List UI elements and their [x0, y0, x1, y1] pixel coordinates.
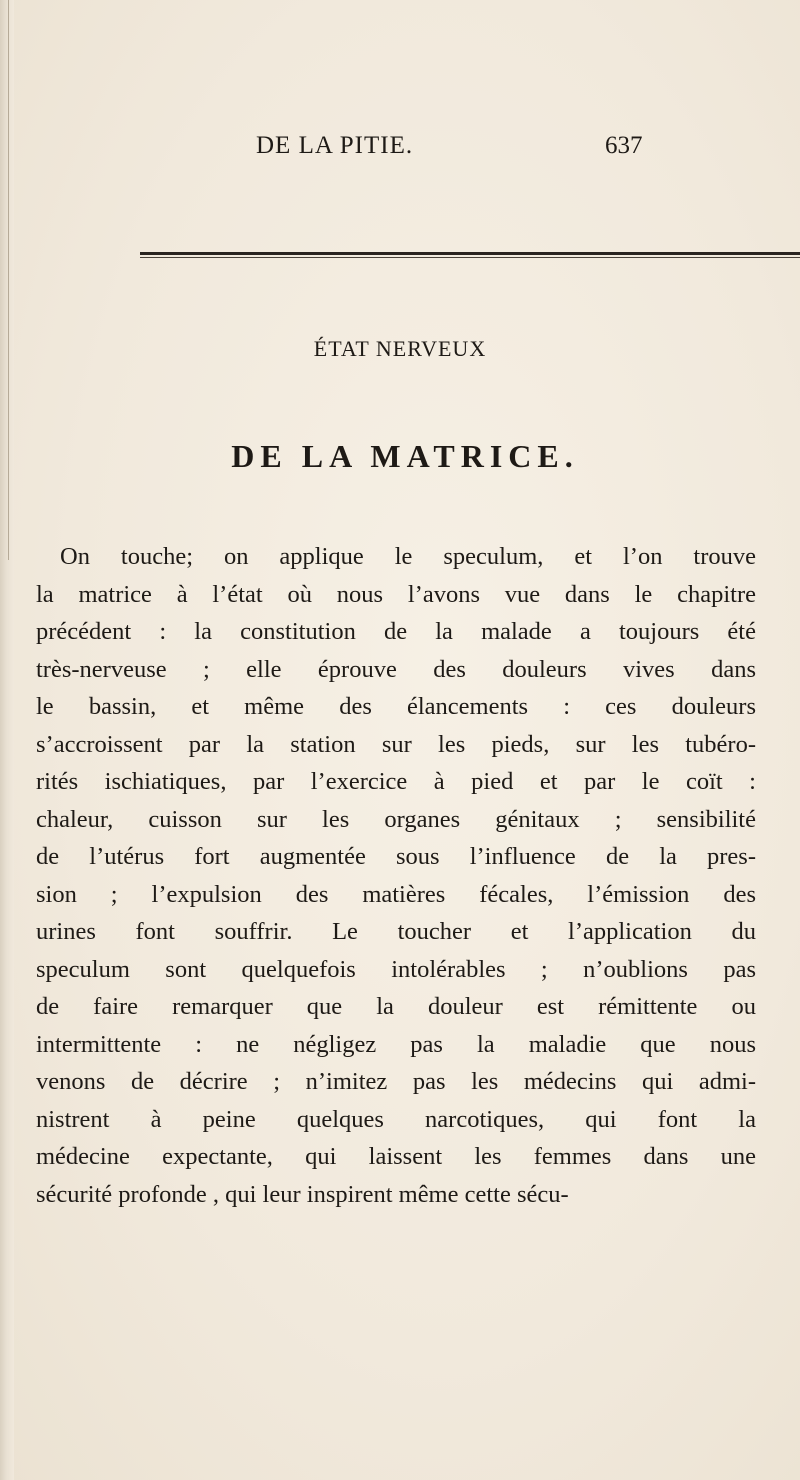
body-text: [36, 538, 756, 1213]
header-rule-thick: [140, 252, 800, 255]
text-line: nistrent à peine quelques narcotiques, qui font la: [36, 1105, 756, 1133]
text-line: urines font souffrir. Le toucher et l’application du: [36, 918, 756, 945]
text-line: le bassin, et même des élancements : ces douleurs: [36, 693, 756, 720]
text-line: intermittente : ne négligez pas la maladie que nous: [36, 1030, 756, 1058]
section-title-small: ÉTAT NERVEUX: [313, 336, 487, 361]
page-number: 637: [605, 132, 643, 159]
text-line: On touche; on applique le speculum, et l’on trouve: [60, 543, 756, 570]
text-line: venons de décrire ; n’imitez pas les médecins qui admi-: [36, 1068, 756, 1095]
text-line: rités ischiatiques, par l’exercice à pied et par le coït :: [36, 768, 756, 795]
text-line: de faire remarquer que la douleur est rémittente ou: [36, 993, 756, 1020]
running-head: DE LA PITIE.: [256, 132, 414, 159]
header-rule-thin: [140, 257, 800, 258]
text-line: précédent : la constitution de la malade a toujours été: [36, 618, 756, 645]
text-line: sion ; l’expulsion des matières fécales, l’émission des: [36, 880, 756, 908]
text-line: speculum sont quelquefois intolérables ; n’oublions pas: [36, 955, 756, 983]
text-line: médecine expectante, qui laissent les femmes dans une: [36, 1143, 756, 1170]
text-line: la matrice à l’état où nous l’avons vue dans le chapitre: [36, 580, 756, 608]
text-line: s’accroissent par la station sur les pieds, sur les tubéro-: [36, 730, 756, 758]
section-title-large: DE LA MATRICE.: [231, 438, 579, 474]
gutter-line: [8, 0, 9, 560]
text-line: sécurité profonde , qui leur inspirent même cette sécu-: [36, 1180, 569, 1208]
page-gutter-edge: [0, 0, 14, 1480]
text-line: de l’utérus fort augmentée sous l’influence de la pres-: [36, 843, 756, 870]
text-line: chaleur, cuisson sur les organes génitaux ; sensibilité: [36, 805, 756, 833]
text-line: très-nerveuse ; elle éprouve des douleurs vives dans: [36, 655, 756, 683]
